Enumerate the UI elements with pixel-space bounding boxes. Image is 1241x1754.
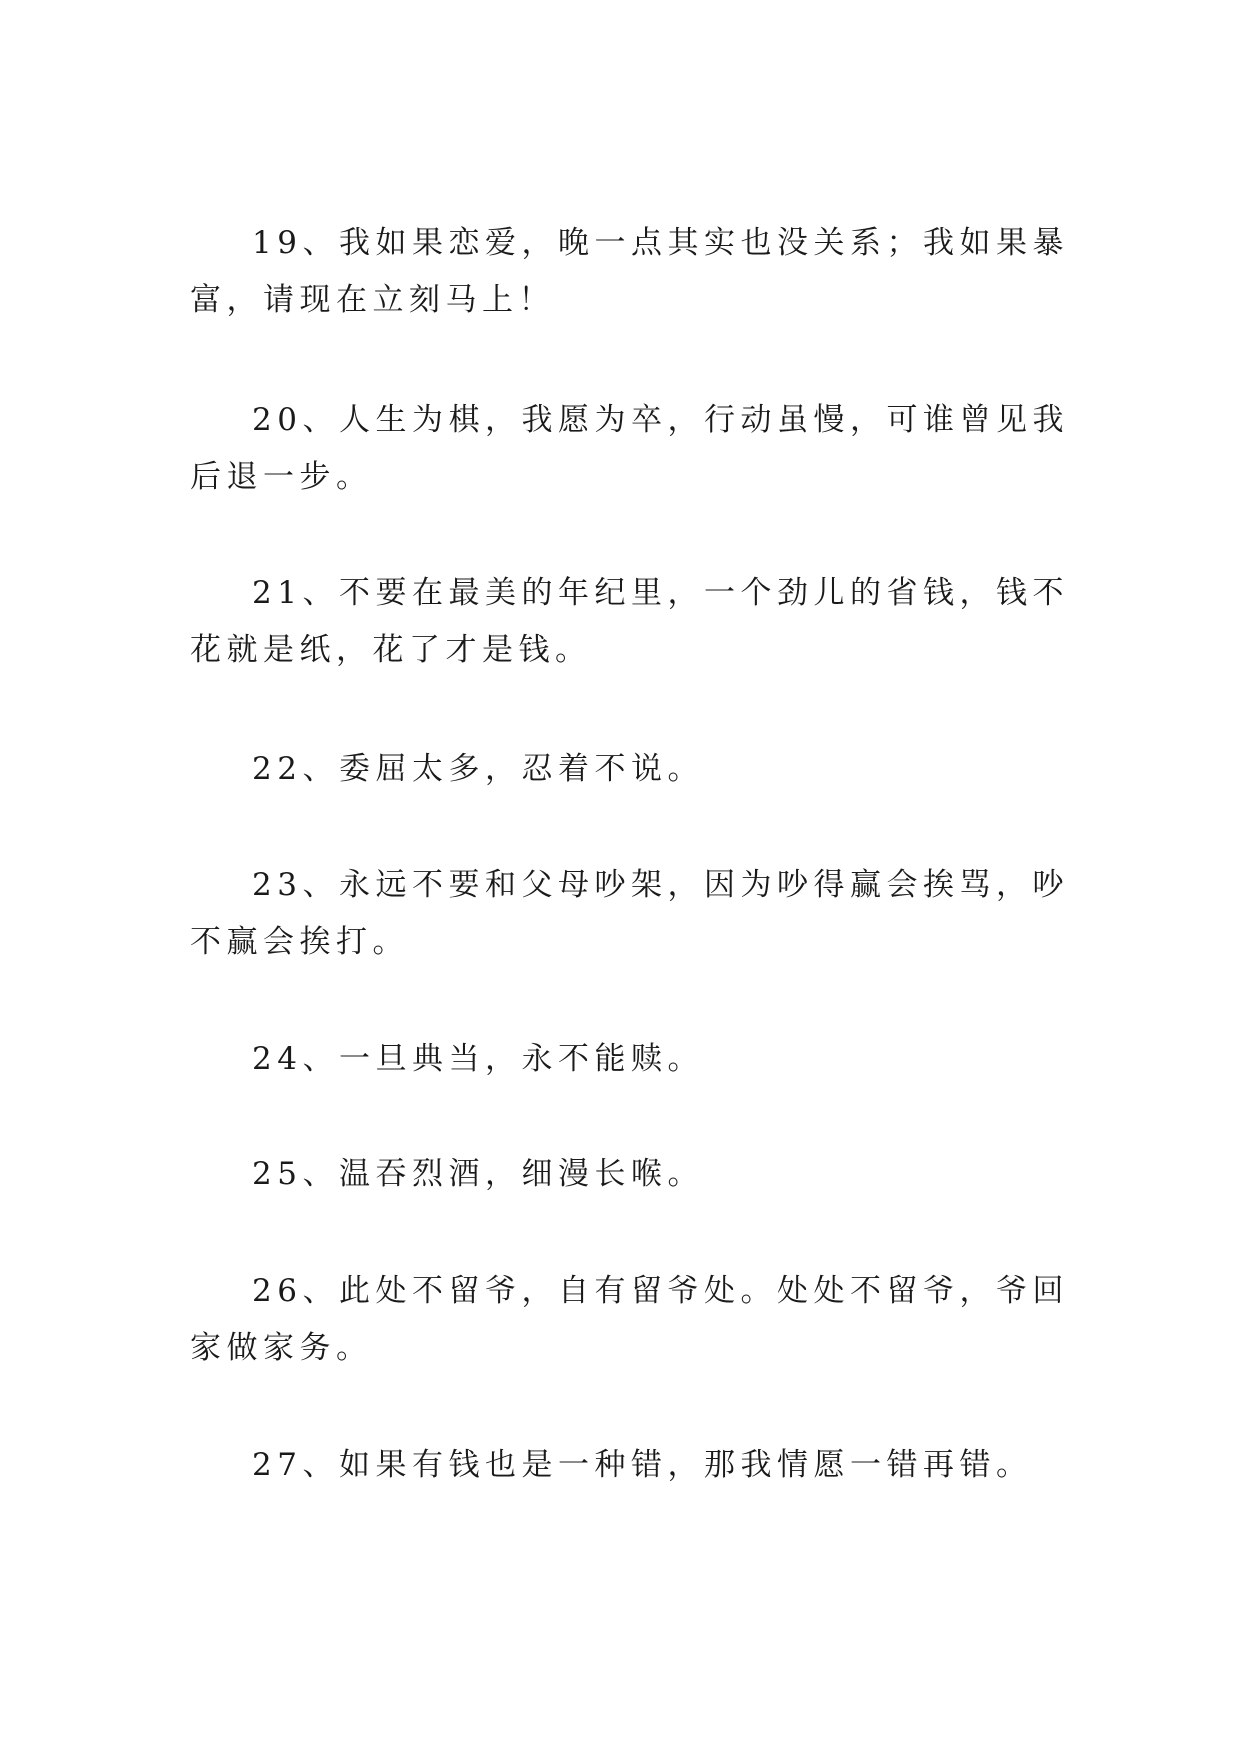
paragraph-20: 20、人生为棋，我愿为卒，行动虽慢，可谁曾见我后退一步。 [190, 402, 1069, 495]
paragraph-25: 25、温吞烈酒，细漫长喉。 [252, 1156, 704, 1192]
paragraph-23: 23、永远不要和父母吵架，因为吵得赢会挨骂，吵不赢会挨打。 [190, 867, 1069, 960]
paragraph-27: 27、如果有钱也是一种错，那我情愿一错再错。 [252, 1447, 1033, 1483]
paragraph-24: 24、一旦典当，永不能赎。 [252, 1041, 704, 1077]
paragraph-22: 22、委屈太多，忍着不说。 [252, 751, 704, 787]
paragraph-21: 21、不要在最美的年纪里，一个劲儿的省钱，钱不花就是纸，花了才是钱。 [190, 575, 1069, 668]
paragraph-26: 26、此处不留爷，自有留爷处。处处不留爷，爷回家做家务。 [190, 1273, 1069, 1366]
paragraph-19: 19、我如果恋爱，晚一点其实也没关系；我如果暴富，请现在立刻马上！ [190, 225, 1069, 318]
